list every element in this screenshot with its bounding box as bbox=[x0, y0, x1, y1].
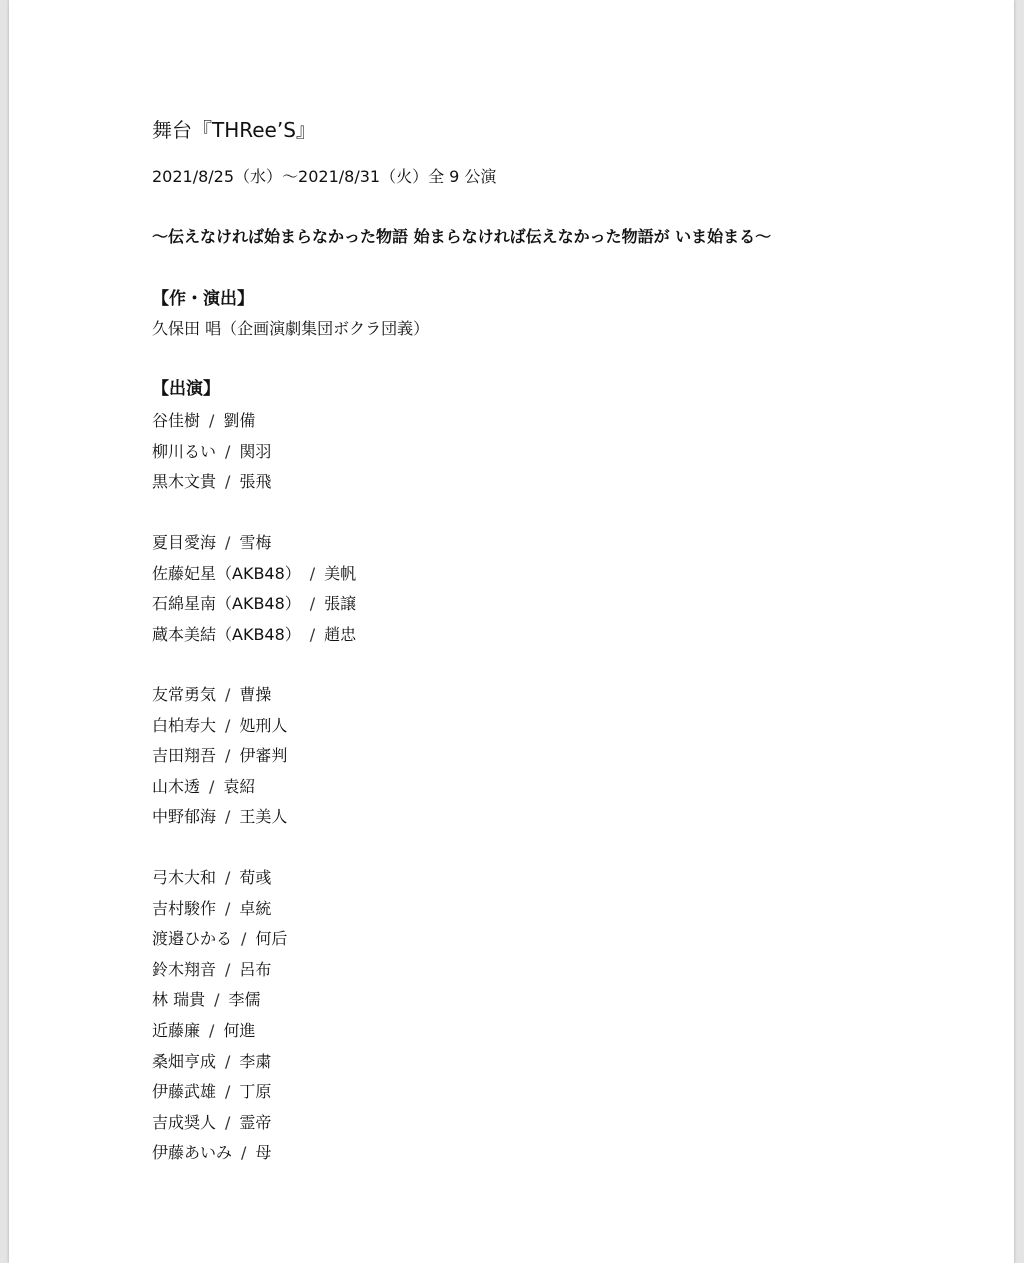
separator: / bbox=[214, 990, 220, 1010]
actor-name: 山木透 bbox=[152, 776, 201, 796]
role-name: 美帆 bbox=[324, 563, 357, 583]
director-name: 久保田 唱（企画演劇集団ボクラ団義） bbox=[152, 319, 430, 338]
director-heading: 【作・演出】 bbox=[152, 289, 254, 309]
role-name: 伊審判 bbox=[239, 746, 288, 766]
role-name: 王美人 bbox=[239, 807, 288, 827]
role-name: 曹操 bbox=[239, 685, 272, 704]
cast-entry bbox=[152, 1138, 271, 1168]
actor-name: 柳川るい bbox=[152, 441, 217, 461]
actor-name: 鈴木翔音 bbox=[152, 959, 217, 979]
role-name: 荀彧 bbox=[239, 868, 272, 887]
actor-name: 近藤廉 bbox=[152, 1021, 201, 1040]
page-title: 舞台『THRee’S』 bbox=[152, 118, 316, 142]
actor-name: 吉田翔吾 bbox=[152, 746, 217, 766]
separator: / bbox=[225, 685, 231, 704]
actor-name: 黒木文貴 bbox=[152, 472, 217, 492]
actor-name: 谷佳樹 bbox=[152, 411, 201, 430]
cast-entry bbox=[152, 741, 287, 771]
cast-entry bbox=[152, 802, 287, 832]
role-name: 劉備 bbox=[223, 411, 256, 430]
role-name: 何進 bbox=[223, 1021, 256, 1040]
cast-entry bbox=[152, 711, 287, 741]
actor-name: 伊藤あいみ bbox=[152, 1143, 233, 1163]
actor-name: 弓木大和 bbox=[152, 868, 217, 887]
separator: / bbox=[225, 746, 231, 766]
role-name: 卓統 bbox=[239, 898, 272, 918]
cast-entry bbox=[152, 680, 271, 710]
actor-name: 林 瑞貴 bbox=[152, 990, 206, 1010]
role-name: 霊帝 bbox=[239, 1112, 272, 1132]
actor-name: 白柏寿大 bbox=[152, 715, 217, 735]
actor-name: 吉成奨人 bbox=[152, 1112, 217, 1132]
separator: / bbox=[225, 868, 231, 887]
role-name: 趙忠 bbox=[324, 624, 357, 644]
separator: / bbox=[225, 715, 231, 735]
role-name: 母 bbox=[255, 1143, 272, 1163]
separator: / bbox=[225, 1082, 231, 1102]
cast-entry bbox=[152, 620, 356, 650]
actor-name: 伊藤武雄 bbox=[152, 1082, 217, 1102]
role-name: 呂布 bbox=[239, 959, 272, 979]
cast-entry bbox=[152, 1047, 271, 1077]
role-name: 丁原 bbox=[239, 1082, 272, 1102]
role-name: 袁紹 bbox=[223, 776, 256, 796]
cast-entry bbox=[152, 924, 287, 954]
actor-name: 渡邉ひかる bbox=[152, 929, 233, 949]
actor-name: 石綿星南（AKB48） bbox=[152, 594, 301, 614]
role-name: 李儒 bbox=[228, 990, 261, 1010]
separator: / bbox=[309, 563, 316, 583]
role-name: 関羽 bbox=[239, 441, 272, 461]
separator: / bbox=[225, 1112, 231, 1132]
separator: / bbox=[225, 1051, 231, 1071]
cast-entry bbox=[152, 437, 271, 467]
separator: / bbox=[225, 807, 231, 827]
cast-entry bbox=[152, 955, 271, 985]
separator: / bbox=[225, 959, 231, 979]
separator: / bbox=[241, 929, 247, 949]
actor-name: 友常勇気 bbox=[152, 685, 217, 704]
separator: / bbox=[209, 1021, 215, 1040]
actor-name: 吉村駿作 bbox=[152, 898, 217, 918]
role-name: 雪梅 bbox=[239, 533, 272, 552]
cast-entry bbox=[152, 1108, 271, 1138]
actor-name: 夏目愛海 bbox=[152, 533, 217, 552]
cast-heading: 【出演】 bbox=[152, 379, 220, 399]
actor-name: 佐藤妃星（AKB48） bbox=[152, 563, 301, 583]
cast-entry bbox=[152, 1016, 255, 1046]
separator: / bbox=[309, 594, 316, 614]
document-page bbox=[9, 0, 1014, 1263]
separator: / bbox=[241, 1143, 247, 1163]
separator: / bbox=[209, 411, 215, 430]
cast-entry bbox=[152, 894, 271, 924]
cast-entry bbox=[152, 467, 271, 497]
separator: / bbox=[225, 533, 231, 552]
cast-entry bbox=[152, 985, 261, 1015]
cast-entry bbox=[152, 772, 255, 802]
cast-entry bbox=[152, 1077, 271, 1107]
actor-name: 中野郁海 bbox=[152, 807, 217, 827]
role-name: 張飛 bbox=[239, 472, 272, 492]
performance-dates: 2021/8/25（水）～2021/8/31（火）全 9 公演 bbox=[152, 167, 497, 186]
separator: / bbox=[225, 441, 231, 461]
cast-entry bbox=[152, 589, 356, 619]
role-name: 何后 bbox=[255, 929, 288, 949]
role-name: 処刑人 bbox=[239, 715, 288, 735]
actor-name: 桑畑亨成 bbox=[152, 1051, 217, 1071]
cast-entry bbox=[152, 863, 271, 893]
role-name: 李粛 bbox=[239, 1051, 272, 1071]
separator: / bbox=[225, 472, 231, 492]
tagline: ～伝えなければ始まらなかった物語 始まらなければ伝えなかった物語が いま始まる～ bbox=[152, 227, 772, 246]
cast-entry bbox=[152, 406, 255, 436]
separator: / bbox=[209, 776, 215, 796]
cast-entry bbox=[152, 528, 271, 558]
cast-entry bbox=[152, 559, 356, 589]
actor-name: 蔵本美結（AKB48） bbox=[152, 624, 301, 644]
separator: / bbox=[309, 624, 316, 644]
role-name: 張譲 bbox=[324, 594, 357, 614]
separator: / bbox=[225, 898, 231, 918]
